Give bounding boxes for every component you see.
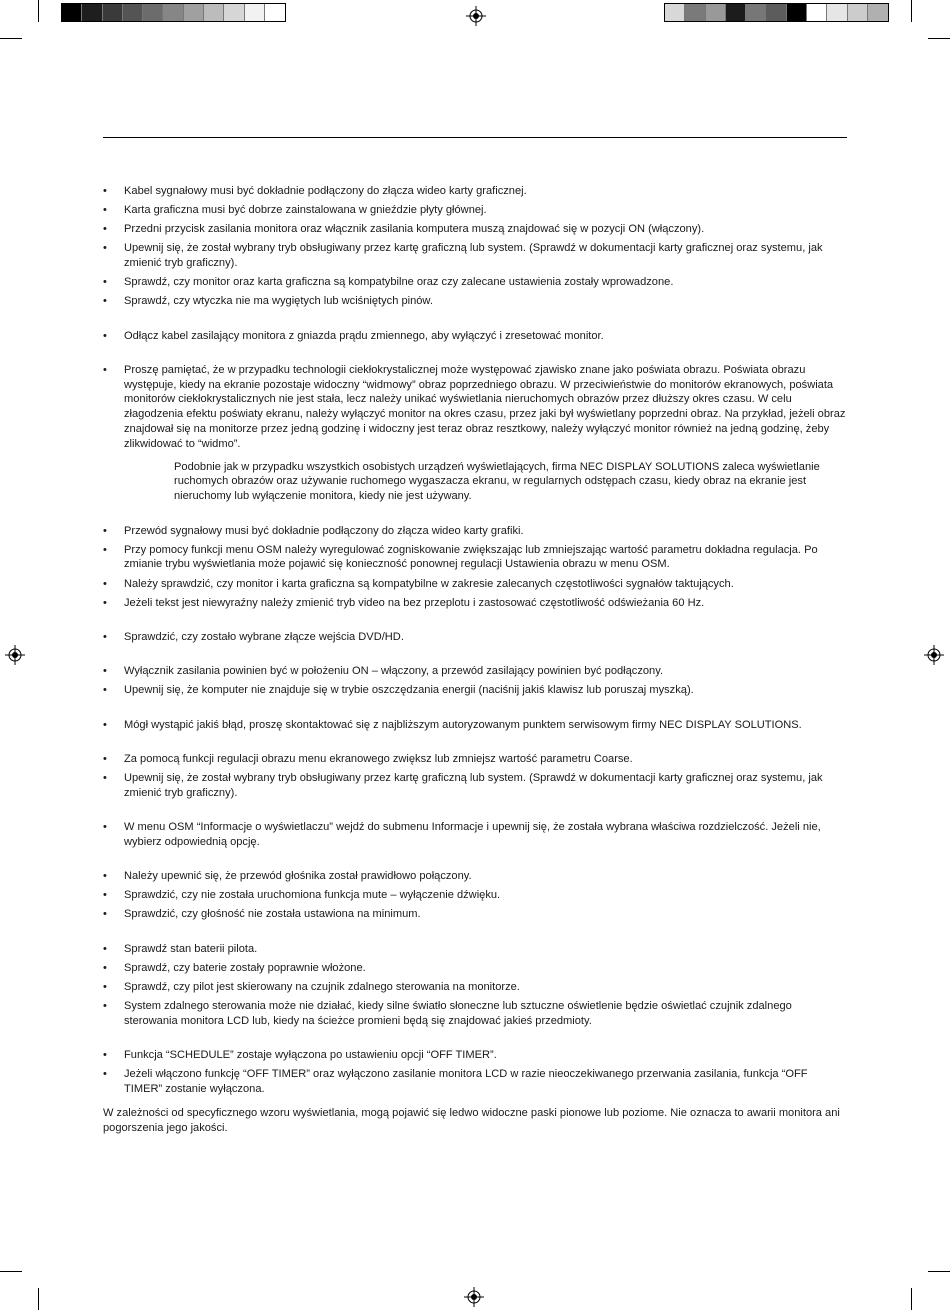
registration-mark-icon (924, 645, 944, 665)
list-item-text: Jeżeli tekst jest niewyraźny należy zmienić tryb video na bez przeplotu i zastosować częstotliwość odświeżania 60 Hz. (124, 596, 705, 609)
list-item (103, 1048, 847, 1063)
bullet-icon: • (103, 223, 107, 236)
bullet-icon: • (103, 363, 107, 376)
color-swatch (746, 4, 766, 21)
bullet-group (103, 524, 847, 611)
footer-paragraph: W zależności od specyficznego wzoru wyświetlania, mogą pojawić się ledwo widoczne paski pionowe lub poziome. Nie oznacza to awarii monitora ani pogorszenia jego jakości. (103, 1106, 840, 1134)
bullet-icon: • (103, 942, 107, 955)
bullet-icon: • (103, 889, 107, 902)
list-item (103, 630, 847, 645)
bullet-group (103, 184, 847, 309)
list-item (103, 294, 847, 309)
color-swatch (62, 4, 82, 21)
bullet-icon: • (103, 596, 107, 609)
list-item-text: Mógł wystąpić jakiś błąd, proszę skontaktować się z najbliższym autoryzowanym punktem serwisowym firmy NEC DISPLAY SOLUTIONS. (124, 718, 802, 731)
list-item-text: Sprawdzić, czy głośność nie została ustawiona na minimum. (124, 908, 421, 921)
color-swatch (82, 4, 102, 21)
list-item (103, 275, 847, 290)
list-item-text: Za pomocą funkcji regulacji obrazu menu ekranowego zwiększ lub zmniejsz wartość parametru Coarse. (124, 752, 633, 765)
registration-mark-icon (466, 6, 486, 26)
list-item (103, 999, 847, 1029)
header-rule (103, 137, 847, 138)
list-item (103, 329, 847, 344)
bullet-icon: • (103, 524, 107, 537)
list-item (103, 363, 847, 452)
list-item-text: W menu OSM “Informacje o wyświetlaczu” wejdź do submenu Informacje i upewnij się, że została wybrana właściwa rozdzielczość. Jeżeli nie, wybierz odpowiednią opcję. (124, 821, 821, 848)
bullet-icon: • (103, 276, 107, 289)
bullet-icon: • (103, 242, 107, 255)
list-item-text: Należy sprawdzić, czy monitor i karta graficzna są kompatybilne w zakresie zalecanych częstotliwości sygnałów taktujących. (124, 577, 734, 590)
list-item (103, 752, 847, 767)
bullet-icon: • (103, 771, 107, 784)
list-item-text: Sprawdź, czy wtyczka nie ma wygiętych lub wciśniętych pinów. (124, 295, 433, 308)
bullet-group (103, 869, 847, 922)
list-item-text: Sprawdzić, czy zostało wybrane złącze wejścia DVD/HD. (124, 630, 404, 643)
color-swatch (265, 4, 285, 21)
bullet-group (103, 752, 847, 801)
list-item (103, 771, 847, 801)
bullet-icon: • (103, 999, 107, 1012)
list-item (103, 596, 847, 611)
bullet-icon: • (103, 870, 107, 883)
list-item (103, 203, 847, 218)
bullet-icon: • (103, 821, 107, 834)
list-item-text: Upewnij się, że komputer nie znajduje się w trybie oszczędzania energii (naciśnij jakiś klawisz lub poruszaj myszką). (124, 684, 694, 697)
color-swatch (706, 4, 726, 21)
bullet-icon: • (103, 718, 107, 731)
list-item (103, 961, 847, 976)
bullet-icon: • (103, 329, 107, 342)
color-bar-left (61, 3, 286, 22)
color-swatch (868, 4, 888, 21)
bullet-icon: • (103, 1049, 107, 1062)
list-item-text: Sprawdzić, czy nie została uruchomiona funkcja mute – wyłączenie dźwięku. (124, 889, 501, 902)
list-item-text: Przedni przycisk zasilania monitora oraz włącznik zasilania komputera muszą znajdować się w pozycji ON (włączony). (124, 223, 705, 236)
bullet-group (103, 718, 847, 733)
list-item (103, 1067, 847, 1097)
color-swatch (123, 4, 143, 21)
list-item (103, 543, 847, 573)
list-item (103, 869, 847, 884)
list-item-text: Upewnij się, że został wybrany tryb obsługiwany przez kartę graficzną lub system. (Sprawdź w dokumentacji karty graficznej oraz systemu, jak zmienić tryb graficzny). (124, 242, 823, 270)
color-swatch (665, 4, 685, 21)
bullet-group (103, 630, 847, 645)
bullet-group (103, 329, 847, 344)
bullet-icon: • (103, 980, 107, 993)
note-paragraph: Podobnie jak w przypadku wszystkich osobistych urządzeń wyświetlających, firma NEC DISPLAY SOLUTIONS zaleca wyświetlanie ruchomych obrazów oraz używanie ruchomego wygaszacza ekranu, w regularnych odstępach czasu, kiedy obraz na ekranie jest nieruchomy lub wyłączenie monitora, kiedy nie jest używany. (174, 460, 820, 503)
bullet-icon: • (103, 543, 107, 556)
list-item (103, 241, 847, 271)
color-swatch (726, 4, 746, 21)
list-item-text: Jeżeli włączono funkcję “OFF TIMER” oraz wyłączono zasilanie monitora LCD w razie nieoczekiwanego przerwania zasilania, funkcja “OFF TIMER” zostanie wyłączona. (124, 1068, 808, 1095)
bullet-icon: • (103, 752, 107, 765)
bullet-group (103, 363, 847, 504)
bullet-icon: • (103, 295, 107, 308)
list-item (103, 718, 847, 733)
color-swatch (787, 4, 807, 21)
bullet-icon: • (103, 665, 107, 678)
color-swatch (163, 4, 183, 21)
list-item-text: Sprawdź, czy monitor oraz karta graficzna są kompatybilne oraz czy zalecane ustawienia zostały wprowadzone. (124, 276, 674, 289)
bullet-icon: • (103, 577, 107, 590)
list-item (103, 222, 847, 237)
bullet-icon: • (103, 684, 107, 697)
list-item-text: Przy pomocy funkcji menu OSM należy wyregulować zogniskowanie zwiększając lub zmniejszając wartość parametru dokładna regulacja. Po zmianie trybu wyświetlania może pojawić się konieczność ponownej regulacji Ustawienia obrazu w menu OSM. (124, 543, 818, 571)
bullet-icon: • (103, 204, 107, 217)
list-item-text: Sprawdź, czy pilot jest skierowany na czujnik zdalnego sterowania na monitorze. (124, 980, 520, 993)
list-item (103, 524, 847, 539)
bullet-icon: • (103, 1068, 107, 1081)
list-item-text: Wyłącznik zasilania powinien być w położeniu ON – włączony, a przewód zasilający powinien być podłączony. (124, 665, 664, 678)
list-item (103, 942, 847, 957)
list-item-text: Proszę pamiętać, że w przypadku technologii ciekłokrystalicznej może występować zjawisko znane jako poświata obrazu. Poświata obrazu występuje, kiedy na ekranie pozostaje widoczny “widmowy” obraz poprzedniego obrazu. W przeciwieństwie do monitorów ekranowych, poświata monitorów ciekłokrystalicznych nie jest stała, lecz należy unikać wyświetlania nieruchomych obrazów przez dłuższy okres czasu. W celu złagodzenia efektu poświaty ekranu, należy wyłączyć monitor na okres czasu, przez jaki był wyświetlany poprzedni obraz. Na przykład, jeżeli obraz znajdował się na monitorze przez jedną godzinę i widoczny jest teraz obraz resztkowy, należy wyłączyć monitor również na jedną godzinę, żeby zlikwidować to “widmo”. (124, 363, 846, 450)
bullet-group (103, 820, 847, 850)
bullet-icon: • (103, 630, 107, 643)
list-item-text: Kabel sygnałowy musi być dokładnie podłączony do złącza wideo karty graficznej. (124, 185, 527, 197)
list-item (103, 888, 847, 903)
list-item (103, 907, 847, 922)
list-item (103, 683, 847, 698)
list-item-text: Należy upewnić się, że przewód głośnika został prawidłowo połączony. (124, 870, 472, 883)
list-item-text: System zdalnego sterowania może nie działać, kiedy silne światło słoneczne lub sztuczne oświetlenie będzie oświetlać czujnik zdalnego sterowania monitora LCD lub, kiedy na ścieżce promieni będą się znajdować jakieś przedmioty. (124, 999, 792, 1027)
bullet-group (103, 664, 847, 698)
color-swatch (807, 4, 827, 21)
bullet-icon: • (103, 185, 107, 197)
color-swatch (848, 4, 868, 21)
list-item-text: Sprawdź stan baterii pilota. (124, 942, 258, 955)
bullet-icon: • (103, 908, 107, 921)
color-swatch (827, 4, 847, 21)
list-item (103, 820, 847, 850)
list-item-text: Funkcja “SCHEDULE” zostaje wyłączona po ustawieniu opcji “OFF TIMER”. (124, 1049, 497, 1062)
list-item-text: Karta graficzna musi być dobrze zainstalowana w gnieździe płyty głównej. (124, 204, 487, 217)
bullet-group (103, 942, 847, 1029)
color-bar-right (664, 3, 889, 22)
list-item (103, 980, 847, 995)
color-swatch (103, 4, 123, 21)
list-item-text: Sprawdź, czy baterie zostały poprawnie włożone. (124, 961, 366, 974)
color-swatch (143, 4, 163, 21)
list-item (103, 664, 847, 679)
bullet-icon: • (103, 961, 107, 974)
registration-mark-icon (5, 645, 25, 665)
color-swatch (224, 4, 244, 21)
color-swatch (766, 4, 786, 21)
list-item (103, 184, 847, 199)
list-item-text: Upewnij się, że został wybrany tryb obsługiwany przez kartę graficzną lub system. (Sprawdź w dokumentacji karty graficznej oraz systemu, jak zmienić tryb graficzny). (124, 771, 823, 799)
color-swatch (184, 4, 204, 21)
troubleshooting-content (103, 184, 847, 1135)
color-swatch (245, 4, 265, 21)
list-item-text: Przewód sygnałowy musi być dokładnie podłączony do złącza wideo karty grafiki. (124, 524, 524, 537)
bullet-group (103, 1048, 847, 1097)
list-item-text: Odłącz kabel zasilający monitora z gniazda prądu zmiennego, aby wyłączyć i zresetować monitor. (124, 329, 604, 342)
registration-mark-icon (464, 1287, 484, 1307)
color-swatch (685, 4, 705, 21)
list-item (103, 577, 847, 592)
color-swatch (204, 4, 224, 21)
